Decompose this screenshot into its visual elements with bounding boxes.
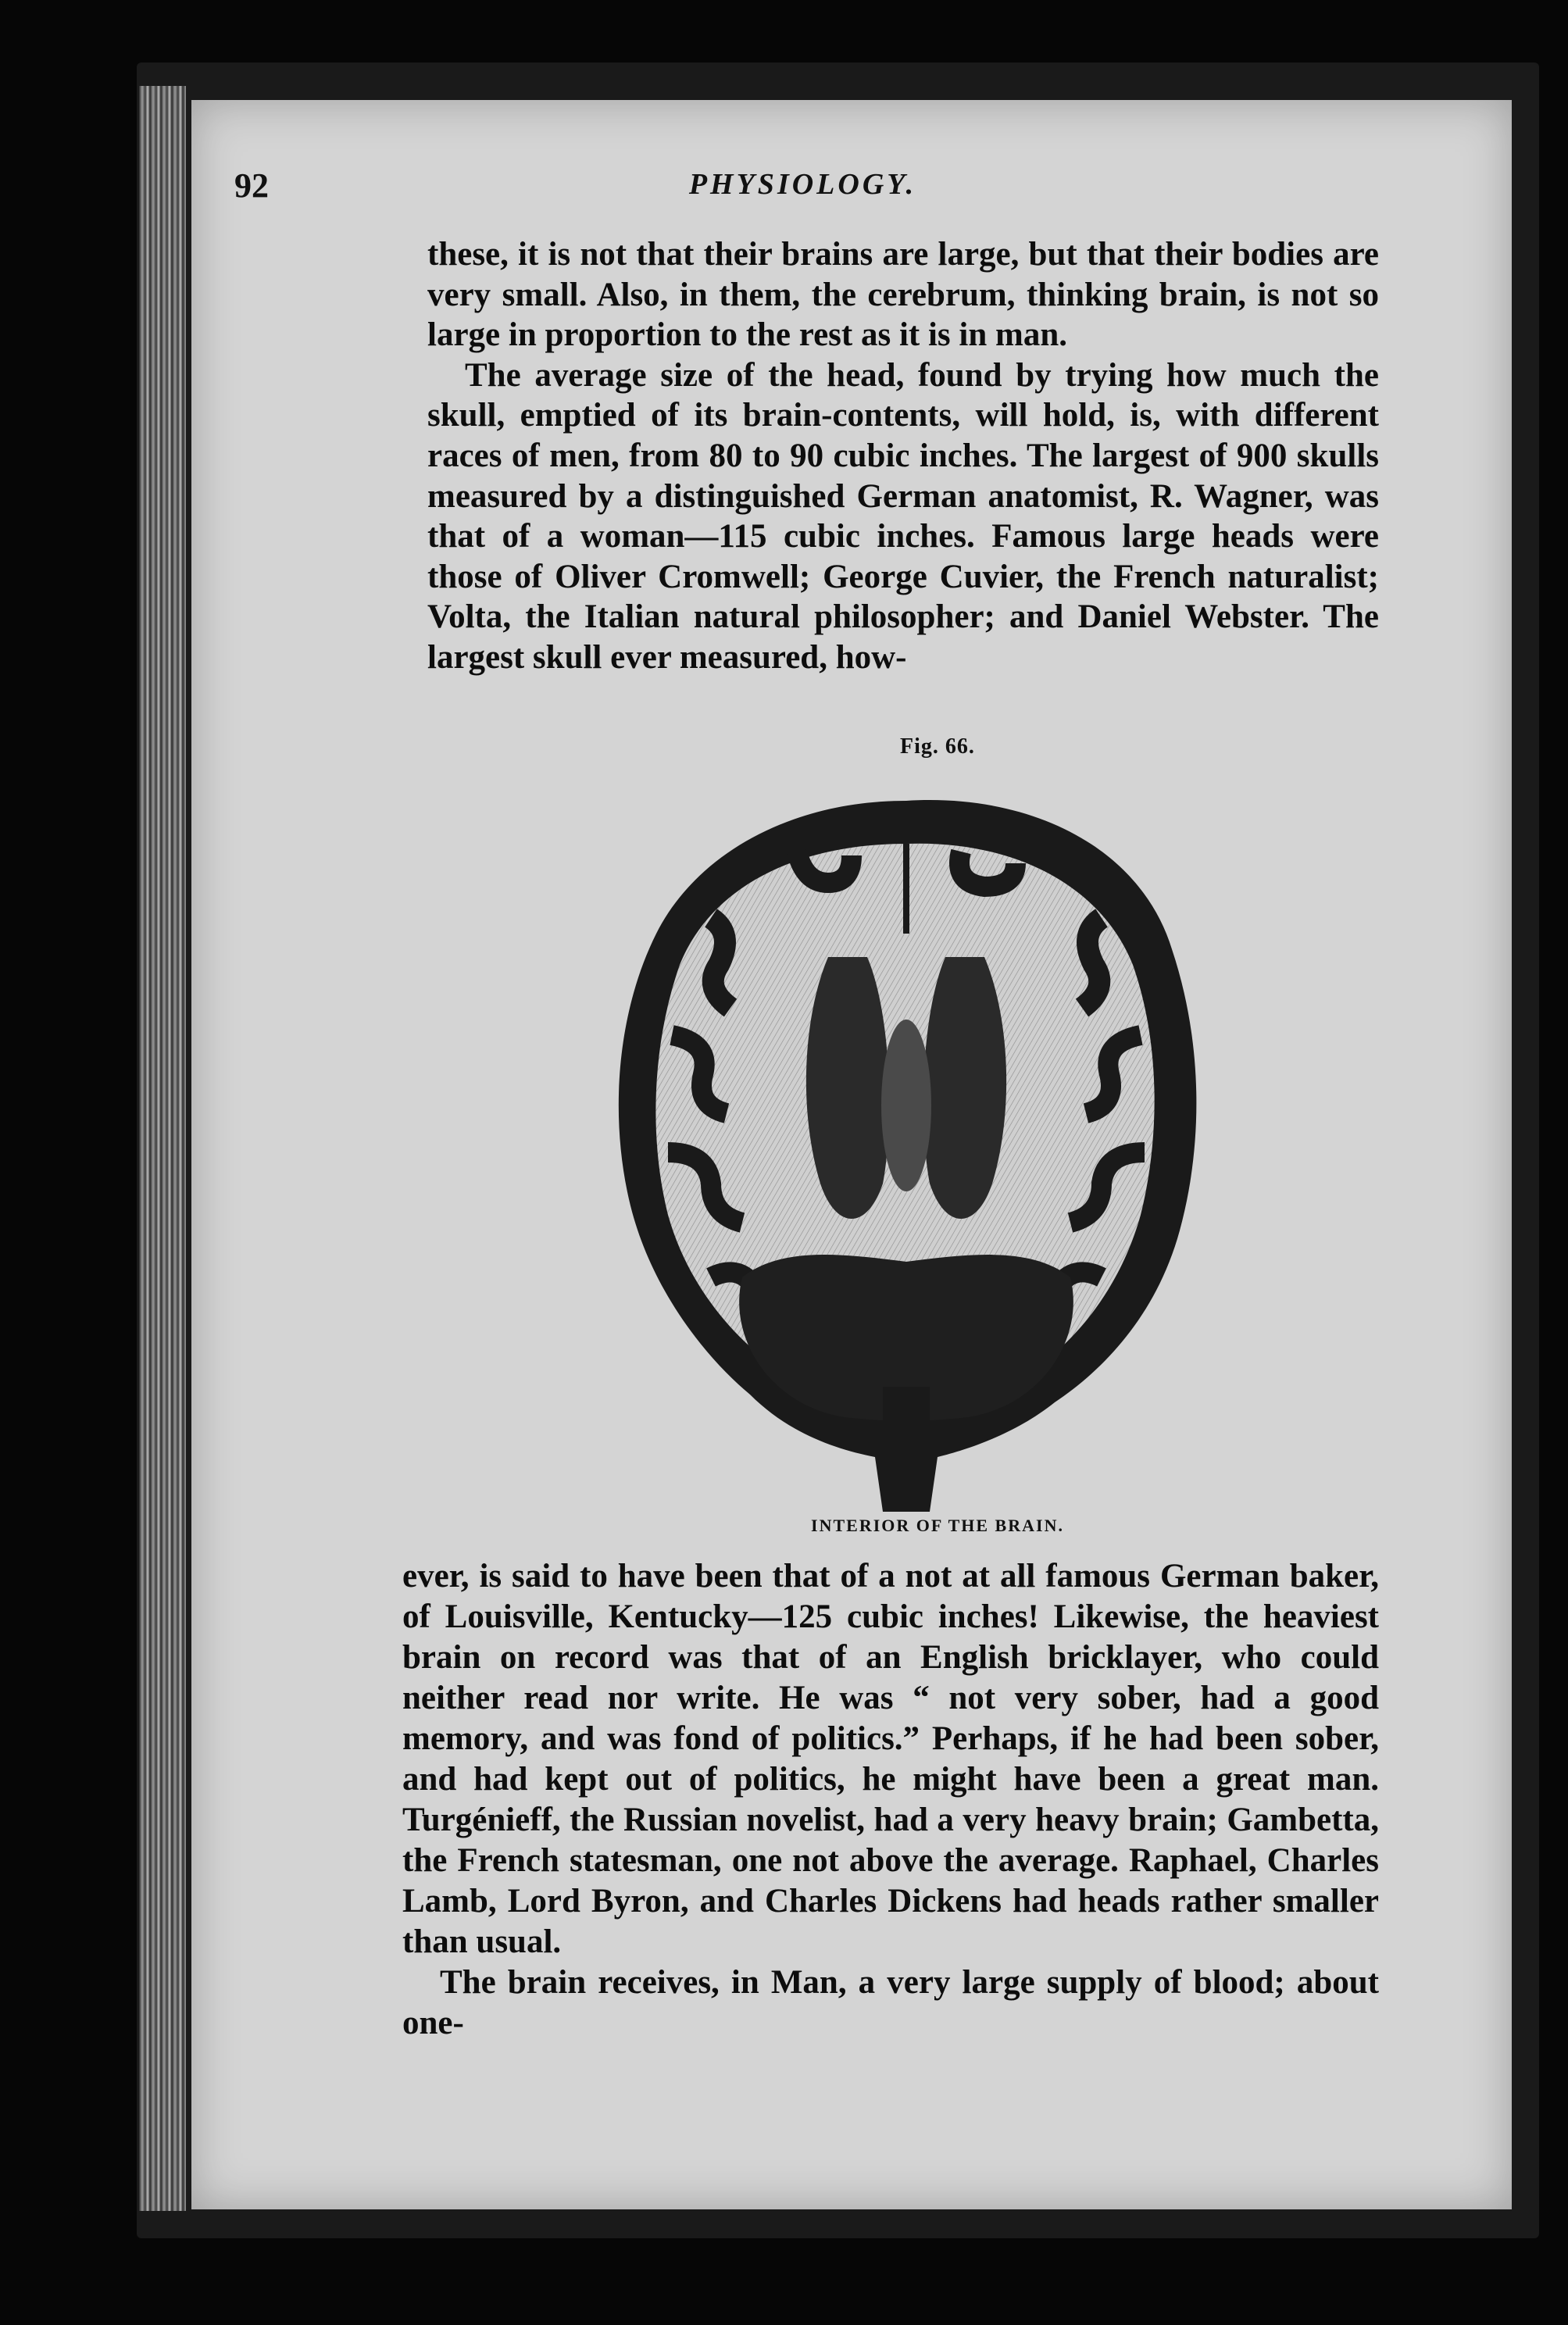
paragraph: The brain receives, in Man, a very large supply of blood; about one- [402, 1964, 1379, 2041]
paragraph: The average size of the head, found by trying how much the skull, emptied of its brain-contents, will hold, is, with different races of men, from 80 to 90 cubic inches. The largest of 900 skulls measured by a distinguished German anatomist, R. Wagner, was that of a woman—115 cubic inches. Famous large heads were those of Oliver Cromwell; George Cuvier, the French naturalist; Volta, the Italian natural philosopher; and Daniel Webster. The largest skull ever measured, how- [427, 356, 1379, 676]
brain-illustration [594, 777, 1219, 1520]
paragraph: these, it is not that their brains are large, but that their bodies are very small. Also, in them, the cerebrum, thinking brain, is not so large in proportion to the rest as it is in man. [427, 236, 1379, 354]
figure-caption: INTERIOR OF THE BRAIN. [811, 1516, 1064, 1535]
top-text-block [427, 234, 1379, 678]
brain-stem [883, 1387, 930, 1512]
paragraph: ever, is said to have been that of a not at all famous German baker, of Louisville, Kentucky—125 cubic inches! Likewise, the heaviest brain on record was that of an English bricklayer, who could neither read nor write. He was “ not very sober, had a good memory, and was fond of politics.” Perhaps, if he had been sober, and had kept out of politics, he might have been a great man. Turgénieff, the Russian novelist, had a very heavy brain; Gambetta, the French statesman, one not above the average. Raphael, Charles Lamb, Lord Byron, and Charles Dickens had heads rather smaller than usual. [402, 1558, 1379, 1960]
bottom-text-block [402, 1556, 1379, 2044]
figure-label: Fig. 66. [900, 734, 975, 759]
running-head: PHYSIOLOGY. [688, 168, 917, 201]
page-number: 92 [234, 166, 269, 205]
third-ventricle [881, 1020, 931, 1191]
page-header [234, 166, 1371, 212]
page-edges [139, 86, 186, 2211]
